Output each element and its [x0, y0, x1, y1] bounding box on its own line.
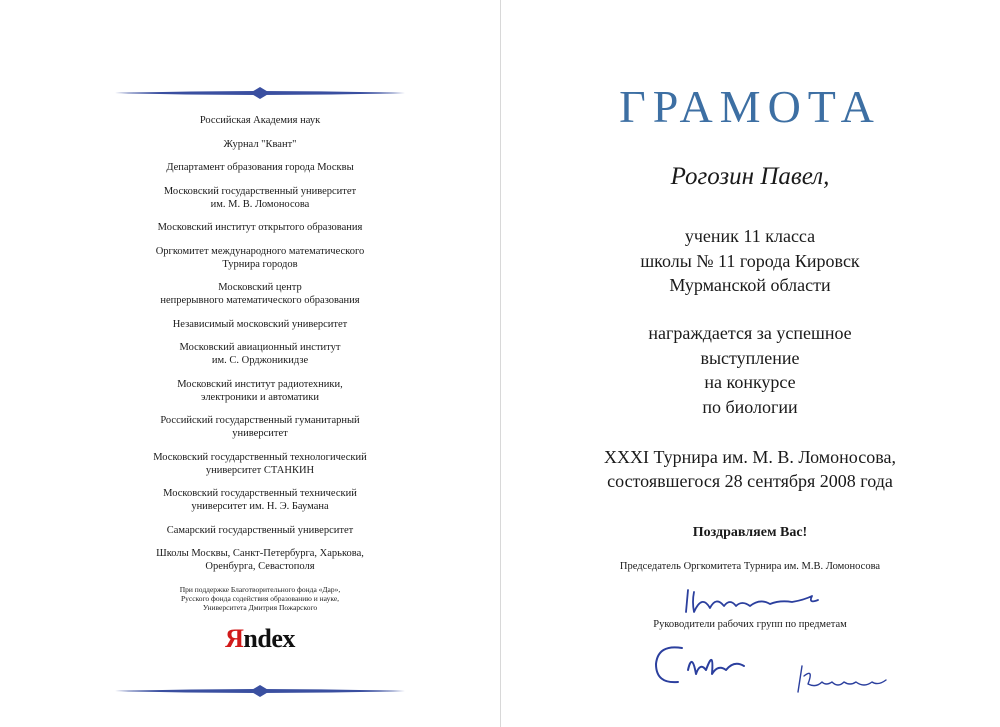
- award-line: выступление: [700, 347, 800, 368]
- support-text: [110, 585, 410, 612]
- logo-first-letter: Я: [225, 624, 244, 653]
- organization-line: Турнира городов: [222, 258, 298, 270]
- organization-line: Российская Академия наук: [199, 115, 321, 126]
- organization-item: [110, 245, 410, 271]
- organization-item: [110, 318, 410, 331]
- left-panel: [110, 86, 410, 654]
- heads-label: Руководители рабочих групп по предметам: [653, 619, 847, 630]
- ornament-bottom-icon: [110, 684, 410, 698]
- organization-line: им. С. Орджоникидзе: [211, 355, 309, 366]
- logo-rest: ndex: [243, 624, 295, 653]
- award-info: [520, 321, 980, 419]
- organization-line: Московский государственный технологический: [153, 451, 367, 463]
- organization-line: Российский государственный гуманитарный: [160, 415, 360, 426]
- organization-line: Московский институт открытого образования: [157, 222, 363, 233]
- support-line: При поддержке Благотворительного фонда «Дар»,: [179, 585, 341, 594]
- organization-item: [110, 414, 410, 440]
- subject-head-signature-2-icon: [792, 658, 892, 698]
- support-line: Университета Дмитрия Пожарского: [202, 603, 318, 612]
- organization-line: университет им. Н. Э. Баумана: [191, 501, 329, 512]
- student-info: [520, 224, 980, 298]
- student-line: школы № 11 города Кировск: [640, 250, 860, 271]
- award-line: награждается за успешное: [648, 323, 852, 343]
- organization-line: Департамент образования города Москвы: [166, 162, 354, 173]
- organization-line: Московский институт радиотехники,: [177, 378, 343, 390]
- yandex-logo: [110, 624, 410, 654]
- organization-line: Самарский государственный университет: [166, 524, 354, 536]
- organization-item: [110, 185, 410, 211]
- certificate-title: ГРАМОТА: [619, 81, 881, 132]
- organization-item: [110, 451, 410, 477]
- organization-item: [110, 547, 410, 573]
- page-fold: [500, 0, 501, 727]
- organization-line: электроники и автоматики: [201, 391, 319, 403]
- organization-item: [110, 524, 410, 537]
- event-line: XXXI Турнира им. М. В. Ломоносова,: [603, 447, 896, 467]
- organization-line: Московский центр: [218, 282, 302, 293]
- organization-item: [110, 487, 410, 513]
- student-line: ученик 11 класса: [684, 226, 816, 246]
- support-line: Русского фонда содействия образованию и науке,: [180, 594, 340, 603]
- chair-label: Председатель Оргкомитета Турнира им. М.В. Ломоносова: [619, 561, 881, 572]
- organization-line: Московский авиационный институт: [179, 342, 341, 353]
- organization-line: Московский государственный технический: [163, 488, 357, 499]
- organization-line: Школы Москвы, Санкт-Петербурга, Харькова,: [156, 548, 364, 559]
- organization-item: [110, 114, 410, 127]
- organization-line: Оргкомитет международного математического: [155, 245, 365, 257]
- organization-line: непрерывного математического образования: [160, 295, 360, 306]
- chair-signature-icon: [680, 582, 830, 618]
- organization-line: им. М. В. Ломоносова: [210, 198, 310, 210]
- organization-line: университет: [232, 428, 288, 439]
- award-line: на конкурсе: [704, 372, 796, 392]
- organization-item: [110, 221, 410, 234]
- organization-line: университет СТАНКИН: [205, 464, 315, 476]
- ornament-top-icon: [110, 86, 410, 100]
- organization-item: [110, 161, 410, 174]
- event-line: состоявшегося 28 сентября 2008 года: [607, 471, 893, 491]
- event-info: [520, 445, 980, 493]
- award-line: по биологии: [702, 396, 798, 417]
- congratulations-text: Поздравляем Вас!: [692, 525, 808, 540]
- student-line: Мурманской области: [669, 275, 831, 295]
- organization-item: [110, 281, 410, 307]
- organization-item: [110, 341, 410, 367]
- recipient-name: Рогозин Павел,: [670, 163, 830, 190]
- organization-line: Независимый московский университет: [172, 318, 348, 330]
- organization-item: [110, 138, 410, 151]
- organizations-list: [110, 114, 410, 573]
- organization-line: Московский государственный университет: [163, 185, 357, 197]
- organization-line: Журнал "Квант": [223, 138, 297, 150]
- organization-item: [110, 378, 410, 404]
- organization-line: Оренбурга, Севастополя: [205, 561, 315, 572]
- subject-head-signature-icon: [648, 640, 758, 692]
